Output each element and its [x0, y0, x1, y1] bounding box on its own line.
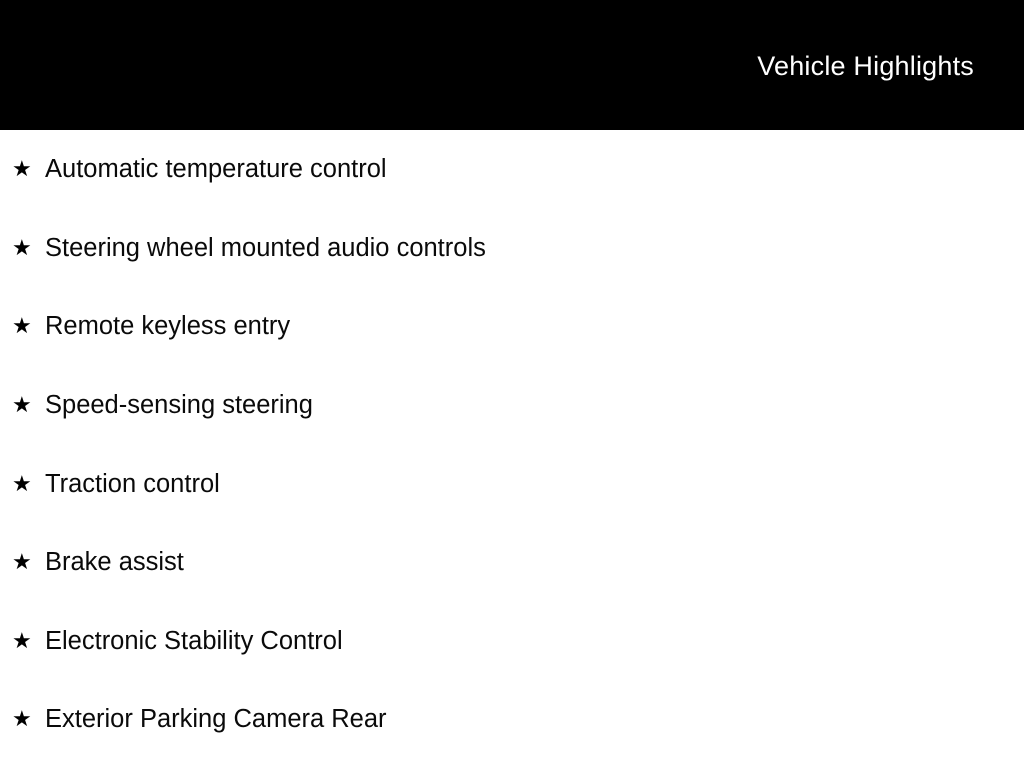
list-item [0, 602, 1024, 681]
star-icon: ★ [12, 313, 32, 339]
list-item-label: Steering wheel mounted audio controls [45, 233, 486, 262]
star-icon: ★ [12, 234, 32, 260]
list-item [0, 680, 1024, 759]
list-item-label: Traction control [45, 469, 220, 498]
vehicle-highlights-list [0, 130, 1024, 759]
list-item-label: Exterior Parking Camera Rear [45, 705, 387, 734]
star-icon: ★ [12, 470, 32, 496]
list-item-label: Brake assist [45, 548, 184, 577]
list-item [0, 209, 1024, 288]
star-icon: ★ [12, 156, 32, 182]
list-item [0, 287, 1024, 366]
list-item-label: Speed-sensing steering [45, 391, 313, 420]
list-item-label: Electronic Stability Control [45, 626, 343, 655]
list-item [0, 130, 1024, 209]
list-item-label: Automatic temperature control [45, 155, 387, 184]
list-item [0, 523, 1024, 602]
list-item [0, 444, 1024, 523]
list-item-label: Remote keyless entry [45, 312, 291, 341]
star-icon: ★ [12, 706, 32, 732]
list-item [0, 366, 1024, 445]
page-title: Vehicle Highlights [757, 51, 974, 81]
star-icon: ★ [12, 392, 32, 418]
star-icon: ★ [12, 627, 32, 653]
header-bar [0, 0, 1024, 130]
star-icon: ★ [12, 549, 32, 575]
